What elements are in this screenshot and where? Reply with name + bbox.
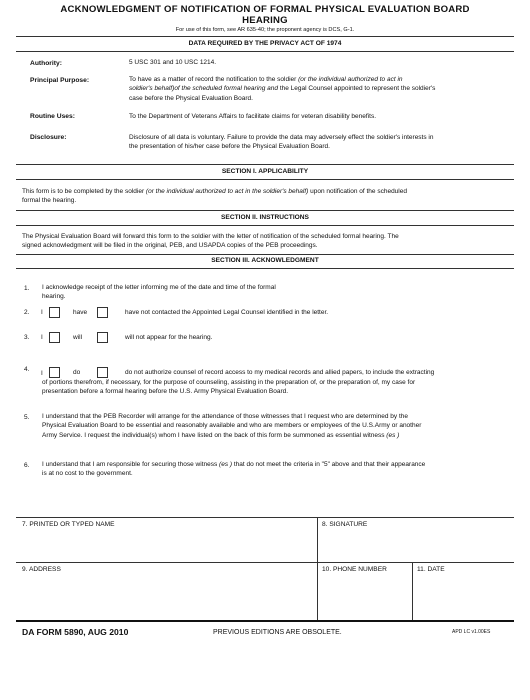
section1-header: SECTION I. APPLICABILITY (221, 168, 309, 175)
printed-name-label: 7. PRINTED OR TYPED NAME (22, 521, 115, 528)
form-title: ACKNOWLEDGMENT OF NOTIFICATION OF FORMAL PHYSICAL EVALUATION BOARD (60, 4, 470, 15)
divider (16, 517, 514, 518)
section3-header: SECTION III. ACKNOWLEDGMENT (211, 257, 319, 264)
item5-text: I understand that the PEB Recorder will arrange for the attendance of those witnesses that I request who are determined by the Physical Evaluation Board to be essential and reasonably available and who are members or employees of the U.S.Army or another Army Service. I request the individual(s) whom I have listed on the back of this form be summoned as essential witness (es ) (42, 413, 422, 439)
routine-uses-label: Routine Uses: (30, 113, 75, 120)
divider (16, 225, 514, 226)
form-subtitle: For use of this form, see AR 635-40; the proponent agency is DCS, G-1. (175, 27, 355, 33)
address-field[interactable] (18, 576, 314, 618)
section2-header: SECTION II. INSTRUCTIONS (221, 214, 309, 221)
item6-number: 6. (24, 462, 30, 469)
instructions-text: The Physical Evaluation Board will forward this form to the soldier with the letter of notification of the scheduled formal hearing. The signed acknowledgment will be filed in the original, PEB, and USAPDA copies of the PEB proceedings. (22, 233, 399, 250)
form-number: DA FORM 5890, AUG 2010 (22, 627, 129, 637)
form-title-line2: HEARING (242, 15, 288, 26)
divider (412, 562, 413, 620)
divider (16, 36, 514, 37)
will-not-checkbox[interactable] (97, 332, 108, 343)
divider (317, 517, 318, 562)
phone-field[interactable] (319, 576, 409, 618)
date-field[interactable] (414, 576, 513, 618)
item4-i: I (41, 370, 43, 377)
do-not-checkbox[interactable] (97, 367, 108, 378)
item3-i: I (41, 334, 43, 341)
divider (16, 164, 514, 165)
divider (16, 210, 514, 211)
authority-text: 5 USC 301 and 10 USC 1214. (129, 59, 217, 66)
item4-continuation: of portions therefrom, if necessary, for the purpose of counseling, assisting in the preparation of, or the preparation of, my case for presentation before a formal hearing before the U.S. Army Physical Evaluation Board. (42, 379, 416, 396)
disclosure-label: Disclosure: (30, 134, 67, 141)
will-checkbox[interactable] (49, 332, 60, 343)
item1-text: I acknowledge receipt of the letter informing me of the date and time of the formal hearing. (42, 284, 276, 301)
item1-number: 1. (24, 285, 30, 292)
divider (16, 268, 514, 269)
item3-word: will (73, 334, 83, 341)
phone-label: 10. PHONE NUMBER (322, 566, 387, 573)
date-label: 11. DATE (417, 566, 445, 573)
item2-i: I (41, 309, 43, 316)
disclosure-text: Disclosure of all data is voluntary. Failure to provide the data may adversely effect the soldier's interests in the presentation of his/her case before the Physical Evaluation Board. (129, 134, 434, 151)
do-checkbox[interactable] (49, 367, 60, 378)
routine-uses-text: To the Department of Veterans Affairs to facilitate claims for veteran disability benefits. (129, 113, 377, 120)
divider (16, 51, 514, 52)
signature-label: 8. SIGNATURE (322, 521, 368, 528)
principal-purpose-text: To have as a matter of record the notification to the soldier (or the individual authorized to act in soldier's behalf)of the scheduled formal hearing and the Legal Counsel appointed to represent the soldier's case before the Physical Evaluation Board. (129, 76, 436, 102)
signature-field[interactable] (319, 531, 513, 560)
item3-number: 3. (24, 334, 30, 341)
item2-text: have not contacted the Appointed Legal Counsel identified in the letter. (125, 309, 329, 316)
version-label: APD LC v1.00ES (452, 629, 491, 635)
item5-number: 5. (24, 414, 30, 421)
divider (317, 562, 318, 620)
item2-number: 2. (24, 309, 30, 316)
authority-label: Authority: (30, 60, 62, 67)
divider (16, 562, 514, 563)
have-not-checkbox[interactable] (97, 307, 108, 318)
obsolete-notice: PREVIOUS EDITIONS ARE OBSOLETE. (213, 629, 342, 636)
have-checkbox[interactable] (49, 307, 60, 318)
printed-name-field[interactable] (18, 531, 314, 560)
item4-number: 4. (24, 366, 30, 373)
privacy-act-header: DATA REQUIRED BY THE PRIVACY ACT OF 1974 (188, 40, 342, 47)
applicability-text: This form is to be completed by the soldier (or the individual authorized to act in the soldier's behalf) upon notification of the scheduled formal the hearing. (22, 188, 407, 205)
divider (16, 179, 514, 180)
address-label: 9. ADDRESS (22, 566, 61, 573)
item3-text: will not appear for the hearing. (125, 334, 213, 341)
item4-text: do not authorize counsel of record access to my medical records and allied papers, to include the extracting (125, 369, 435, 376)
item6-text: I understand that I am responsible for securing those witness (es ) that do not meet the criteria in "5" above and that their appearance is at no cost to the government. (42, 461, 426, 478)
item2-word: have (73, 309, 88, 316)
footer-divider (16, 620, 514, 622)
principal-purpose-label: Principal Purpose: (30, 77, 90, 84)
divider (16, 254, 514, 255)
item4-word: do (73, 369, 81, 376)
